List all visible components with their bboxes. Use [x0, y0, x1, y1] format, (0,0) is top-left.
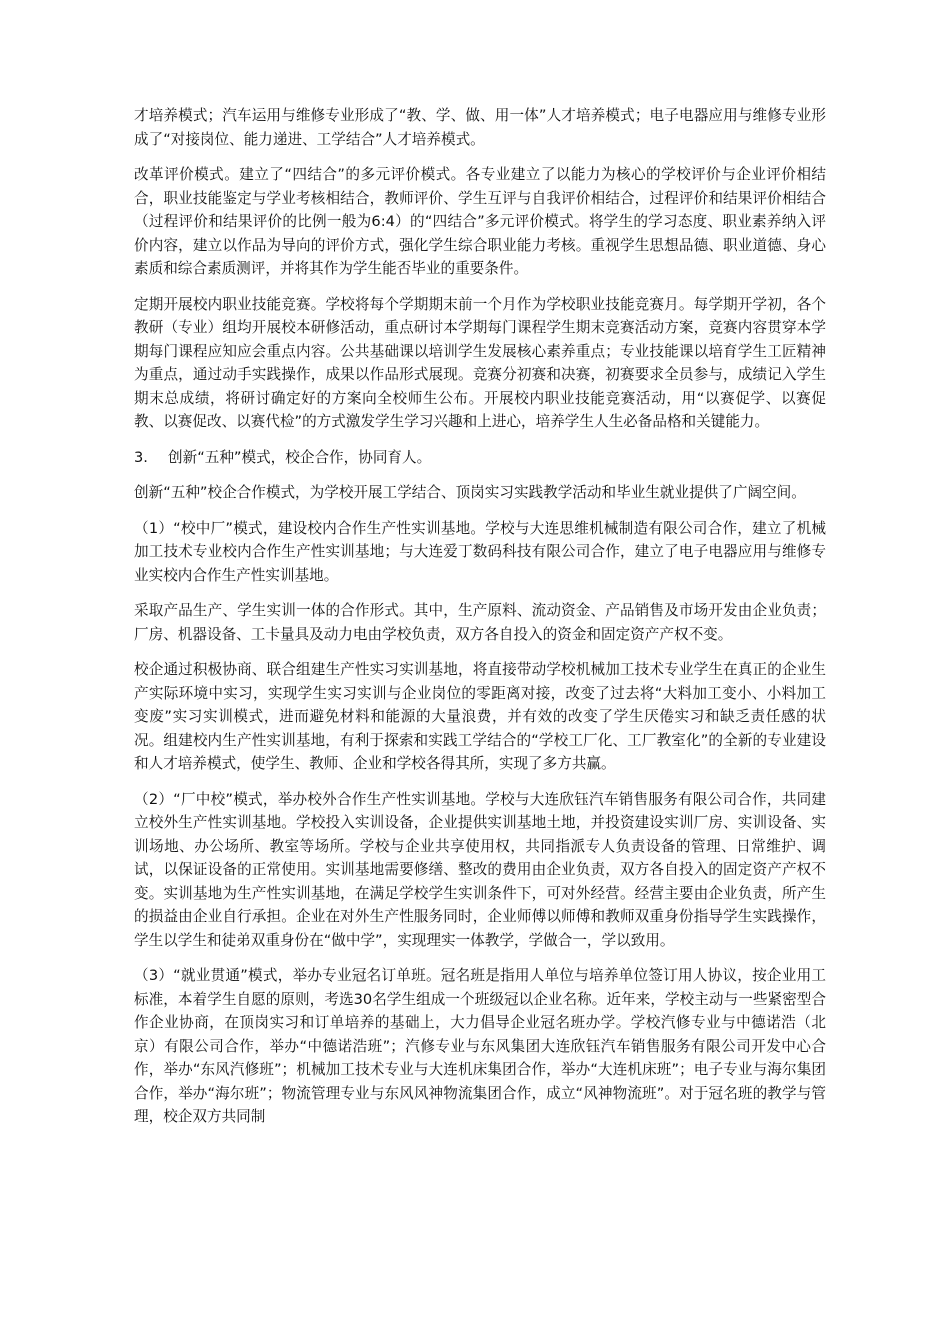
section-heading-text: 创新“五种”模式，校企合作，协同育人。 — [168, 448, 432, 466]
paragraph-production-form: 采取产品生产、学生实训一体的合作形式。其中，生产原料、流动资金、产品销售及市场开发由企业负责；厂房、机器设备、工卡量具及动力电由学校负责，双方各自投入的资金和固定资产产权不变。 — [134, 602, 826, 643]
section-heading — [134, 446, 826, 470]
paragraph-factory-in-school: （1）“校中厂”模式，建设校内合作生产性实训基地。学校与大连思维机械制造有限公司合作，建立了机械加工技术专业校内合作生产性实训基地；与大连爱丁数码科技有限公司合作，建立了电子电器应用与维修专业实校内合作生产性实训基地。 — [134, 519, 826, 584]
paragraph-employment-mode: （3）“就业贯通”模式，举办专业冠名订单班。冠名班是指用人单位与培养单位签订用人协议，按企业用工标准，本着学生自愿的原则，考选30名学生组成一个班级冠以企业名称。近年来，学校主动与一些紧密型合作企业协商，在顶岗实习和订单培养的基础上，大力倡导企业冠名班办学。学校汽修专业与中德诺浩（北京）有限公司合作，举办“中德诺浩班”；汽修专业与东风集团大连欣钰汽车销售服务有限公司开发中心合作，举办“东风汽修班”；机械加工技术专业与大连机床集团合作，举办“大连机床班”；电子专业与海尔集团合作，举办“海尔班”；物流管理专业与东风风神物流集团合作，成立“风神物流班”。对于冠名班的教学与管理，校企双方共同制 — [134, 967, 826, 1125]
section-heading-number: 3. — [134, 448, 148, 466]
document-page — [134, 104, 826, 1141]
paragraph-evaluation-reform: 改革评价模式。建立了“四结合”的多元评价模式。各专业建立了以能力为核心的学校评价与企业评价相结合，职业技能鉴定与学业考核相结合，教师评价、学生互评与自我评价相结合，过程评价和结果评价相结合（过程评价和结果评价的比例一般为6:4）的“四结合”多元评价模式。将学生的学习态度、职业素养纳入评价内容，建立以作品为导向的评价方式，强化学生综合职业能力考核。重视学生思想品德、职业道德、身心素质和综合素质测评，并将其作为学生能否毕业的重要条件。 — [134, 166, 826, 277]
paragraph-school-in-factory: （2）“厂中校”模式，举办校外合作生产性实训基地。学校与大连欣钰汽车销售服务有限公司合作，共同建立校外生产性实训基地。学校投入实训设备，企业提供实训基地土地，并投资建设实训厂房、实训设备、实训场地、办公场所、教室等场所。学校与企业共享使用权，共同指派专人负责设备的管理、日常维护、调试，以保证设备的正常使用。实训基地需要修缮、整改的费用由企业负责，双方各自投入的固定资产产权不变。实训基地为生产性实训基地，在满足学校学生实训条件下，可对外经营。经营主要由企业负责，所产生的损益由企业自行承担。企业在对外生产性服务同时，企业师傅以师傅和教师双重身份指导学生实践操作，学生以学生和徒弟双重身份在“做中学”，实现理实一体教学，学做合一，学以致用。 — [134, 790, 826, 949]
paragraph-training-base: 校企通过积极协商、联合组建生产性实习实训基地，将直接带动学校机械加工技术专业学生在真正的企业生产实际环境中实习，实现学生实习实训与企业岗位的零距离对接，改变了过去将“大料加工变小、小料加工变废”实习实训模式，进而避免材料和能源的大量浪费，并有效的改变了学生厌倦实习和缺乏责任感的状况。组建校内生产性实训基地，有利于探索和实践工学结合的“学校工厂化、工厂教室化”的全新的专业建设和人才培养模式，使学生、教师、企业和学校各得其所，实现了多方共赢。 — [134, 661, 826, 772]
paragraph-talent-models: 才培养模式；汽车运用与维修专业形成了“教、学、做、用一体”人才培养模式；电子电器应用与维修专业形成了“对接岗位、能力递进、工学结合”人才培养模式。 — [134, 107, 826, 148]
paragraph-skills-competition: 定期开展校内职业技能竞赛。学校将每个学期期末前一个月作为学校职业技能竞赛月。每学期开学初，各个教研（专业）组均开展校本研修活动，重点研讨本学期每门课程学生期末竞赛活动方案，竞赛内容贯穿本学期每门课程应知应会重点内容。公共基础课以培训学生发展核心素养重点；专业技能课以培育学生工匠精神为重点，通过动手实践操作，成果以作品形式展现。竞赛分初赛和决赛，初赛要求全员参与，成绩记入学生期末总成绩，将研讨确定好的方案向全校师生公布。开展校内职业技能竞赛活动，用“以赛促学、以赛促教、以赛促改、以赛代检”的方式激发学生学习兴趣和上进心，培养学生人生必备品格和关键能力。 — [134, 295, 826, 430]
paragraph-five-modes-intro: 创新“五种”校企合作模式，为学校开展工学结合、顶岗实习实践教学活动和毕业生就业提供了广阔空间。 — [134, 484, 806, 501]
